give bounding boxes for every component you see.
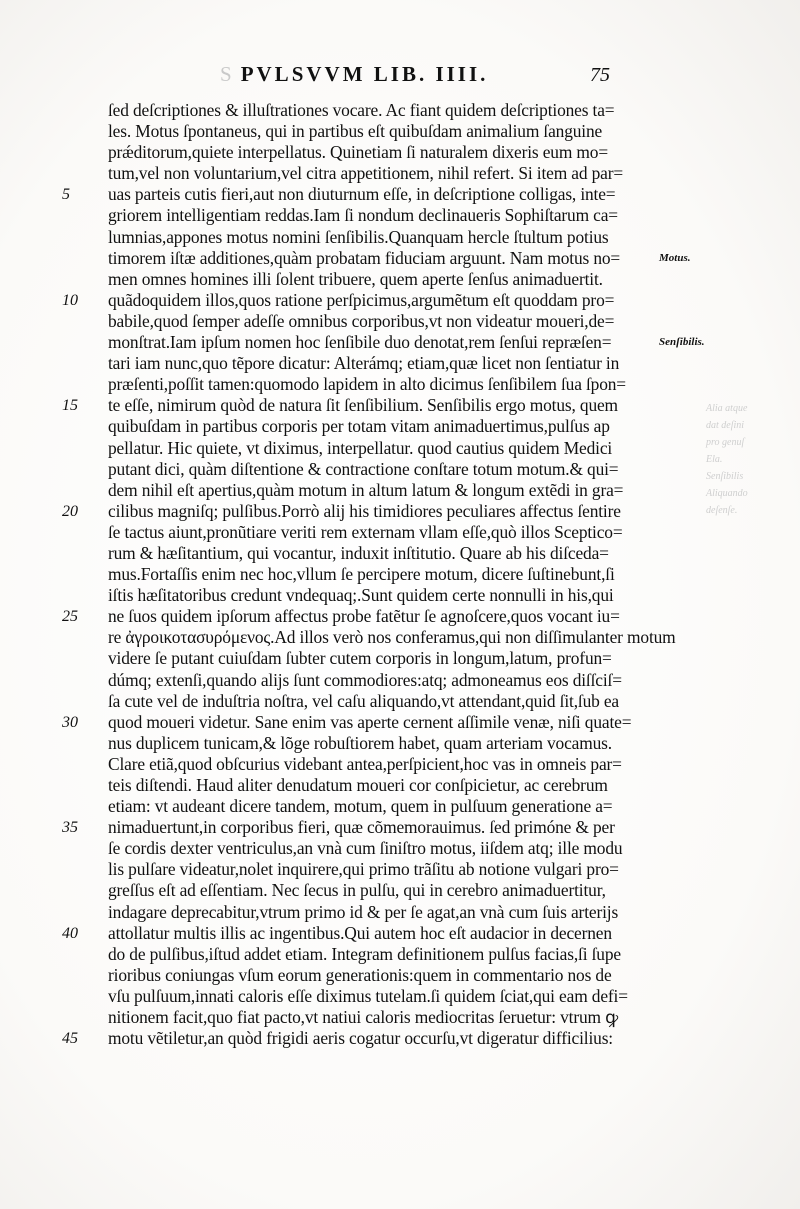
text-line: tum,vel non voluntarium,vel citra appetitionem, nihil refert. Si item ad par= [108,163,624,184]
text-line: tari iam nunc,quo tẽpore dicatur: Alterámq; etiam,quæ licet non ſentiatur in [108,353,620,374]
text-line: attollatur multis illis ac ingentibus.Qui autem hoc eſt audacior in decernen [108,922,612,943]
text-line: quod moueri videtur. Sane enim vas aperte cernent aſſimile venæ, niſi quate= [108,711,632,732]
bleed-through-line: dat deſini [706,420,745,431]
text-line: præſenti,poſſit tamen:quomodo lapidem in alto dicimus ſenſibilem ſua ſpon= [108,374,626,395]
text-line: ſed deſcriptiones & illuſtrationes vocare. Ac fiant quidem deſcriptiones ta= [108,100,615,120]
bleed-through-line: Ela. [706,454,723,465]
margin-note: Motus. [659,251,691,264]
text-line: timorem iſtæ additiones,quàm probatam fiduciam arguunt. Nam motus no= [108,247,621,268]
running-title-text: PVLSVVM LIB. IIII. [240,62,489,86]
line-number: 45 [62,1030,78,1048]
line-number: 35 [62,819,78,837]
line-number: 20 [62,502,78,520]
text-line: mus.Fortaſſis enim nec hoc,vllum ſe percipere motum, dicere ſuſtinebunt,ſi [108,564,615,585]
folio-number: 75 [590,64,610,86]
text-line: monſtrat.Iam ipſum nomen hoc ſenſibile duo denotat,rem ſenſui repræſen= [108,332,612,353]
bleed-through-margin-text [706,400,796,519]
line-number: 40 [62,924,78,942]
text-line: nitionem facit,quo fiat pacto,vt natiui caloris mediocritas ſeruetur: vtrum ꝙ [108,1007,619,1028]
line-number: 30 [62,713,78,731]
text-line: greſſus eſt ad eſſentiam. Nec ſecus in pulſu, qui in cerebro animaduertitur, [108,880,606,901]
line-number: 15 [62,397,78,415]
bleed-through-line: Alia atque [706,403,748,414]
text-line: pellatur. Hic quiete, vt diximus, interpellatur. quod cautius quidem Medici [108,437,613,458]
bleed-through-line: deſenſe. [706,505,738,516]
text-line: te eſſe, nimirum quòd de natura ſit ſenſibilium. Senſibilis ergo motus, quem [108,395,618,416]
text-line: lumnias,appones motus nomini ſenſibilis.Quanquam hercle ſtultum potius [108,226,609,247]
text-line: nus duplicem tunicam,& lõge robuſtiorem habet, quam arteriam vocamus. [108,732,612,753]
text-line: ſe cordis dexter ventriculus,an vnà cum ſiniſtro motus, iiſdem atq; ille modu [108,838,623,859]
text-line: ſe tactus aiunt,pronũtiare veriti rem externam vllam eſſe,quò illos Sceptico= [108,521,623,542]
text-line: babile,quod ſemper adeſſe omnibus corporibus,vt non videatur moueri,de= [108,310,615,331]
text-line: re ἀγροικοτασυρόμενος.Ad illos verò nos conferamus,qui non diſſimulanter motum [108,627,676,648]
text-line: men omnes homines illi ſolent tribuere, quem aperte ſenſus animaduertit. [108,268,603,289]
text-line: prǽditorum,quiete interpellatus. Quinetiam ſi naturalem dixeris eum mo= [108,142,608,163]
text-line: griorem intelligentiam reddas.Iam ſi nondum declinaueris Sophiſtarum ca= [108,205,618,226]
line-number: 10 [62,291,78,309]
text-line: Clare etiã,quod obſcurius videbant antea,perſpicient,hoc vas in omneis par= [108,753,622,774]
page-header [190,62,610,92]
text-line: lis pulſare videatur,nolet inquirere,qui primo trãſitu ab notione vulgari pro= [108,859,619,880]
text-line: quibuſdam in partibus corporis per totam vitam animaduertimus,pulſus ap [108,416,610,437]
main-text-block [108,100,688,1049]
text-line: ſa cute vel de induſtria noſtra, vel caſu aliquando,vt attendant,quid ſit,ſub ea [108,690,620,711]
text-line: cilibus magniſq; pulſibus.Porrò alij his timidiores peculiares affectus ſentire [108,500,621,521]
text-line: iſtis hæſitatoribus credunt vndequaq;.Sunt quidem certe nonnulli in his,qui [108,585,614,606]
text-line: do de pulſibus,iſtud addet etiam. Integram definitionem pulſus facias,ſi ſupe [108,943,621,964]
text-line: nimaduertunt,in corporibus fieri, quæ cõmemorauimus. ſed primóne & per [108,817,615,838]
bleed-through-line: Senſibilis [706,471,744,482]
text-line: vſu pulſuum,innati caloris eſſe diximus tutelam.ſi quidem ſciat,qui eam defi= [108,985,628,1006]
text-line: motu vẽtiletur,an quòd frigidi aeris cogatur occurſu,vt digeratur difficilius: [108,1028,613,1049]
text-line: videre ſe putant cuiuſdam ſubter cutem corporis in longum,latum, profun= [108,648,612,669]
running-title [220,62,488,87]
text-line: ne ſuos quidem ipſorum affectus probe fatẽtur ſe agnoſcere,quos vocant iu= [108,606,620,627]
ghost-mark: S [220,62,235,86]
margin-note: Senſibilis. [659,336,705,349]
bleed-through-line: pro genuſ [706,437,745,448]
line-number: 25 [62,608,78,626]
text-line: indagare deprecabitur,vtrum primo id & per ſe agat,an vnà cum ſuis arterijs [108,901,619,922]
text-line: quãdoquidem illos,quos ratione perſpicimus,argumẽtum eſt quoddam pro= [108,289,615,310]
text-line: putant dici, quàm diſtentione & contractione conſtare totum motum.& qui= [108,458,619,479]
text-line: etiam: vt audeant dicere tandem, motum, quem in pulſuum generatione a= [108,796,613,817]
text-line: rioribus coniungas vſum eorum generationis:quem in commentario nos de [108,964,612,985]
bleed-through-line: Aliquando [706,488,748,499]
text-line: teis diſtendi. Haud aliter denudatum moueri cor conſpicietur, ac cerebrum [108,775,608,795]
text-line: uas parteis cutis fieri,aut non diuturnum eſſe, in deſcriptione colligas, inte= [108,184,616,205]
text-line: les. Motus ſpontaneus, qui in partibus eſt quibuſdam animalium ſanguine [108,121,603,142]
text-line: dúmq; extenſi,quando alijs ſunt commodiores:atq; admoneamus eos diſſciſ= [108,669,622,690]
text-line: dem nihil eſt apertius,quàm motum in altum latum & longum extẽdi in gra= [108,479,624,500]
text-line: rum & hæſitantium, qui vocantur, induxit inſtitutio. Quare ab his diſceda= [108,542,609,563]
line-number: 5 [62,186,70,204]
